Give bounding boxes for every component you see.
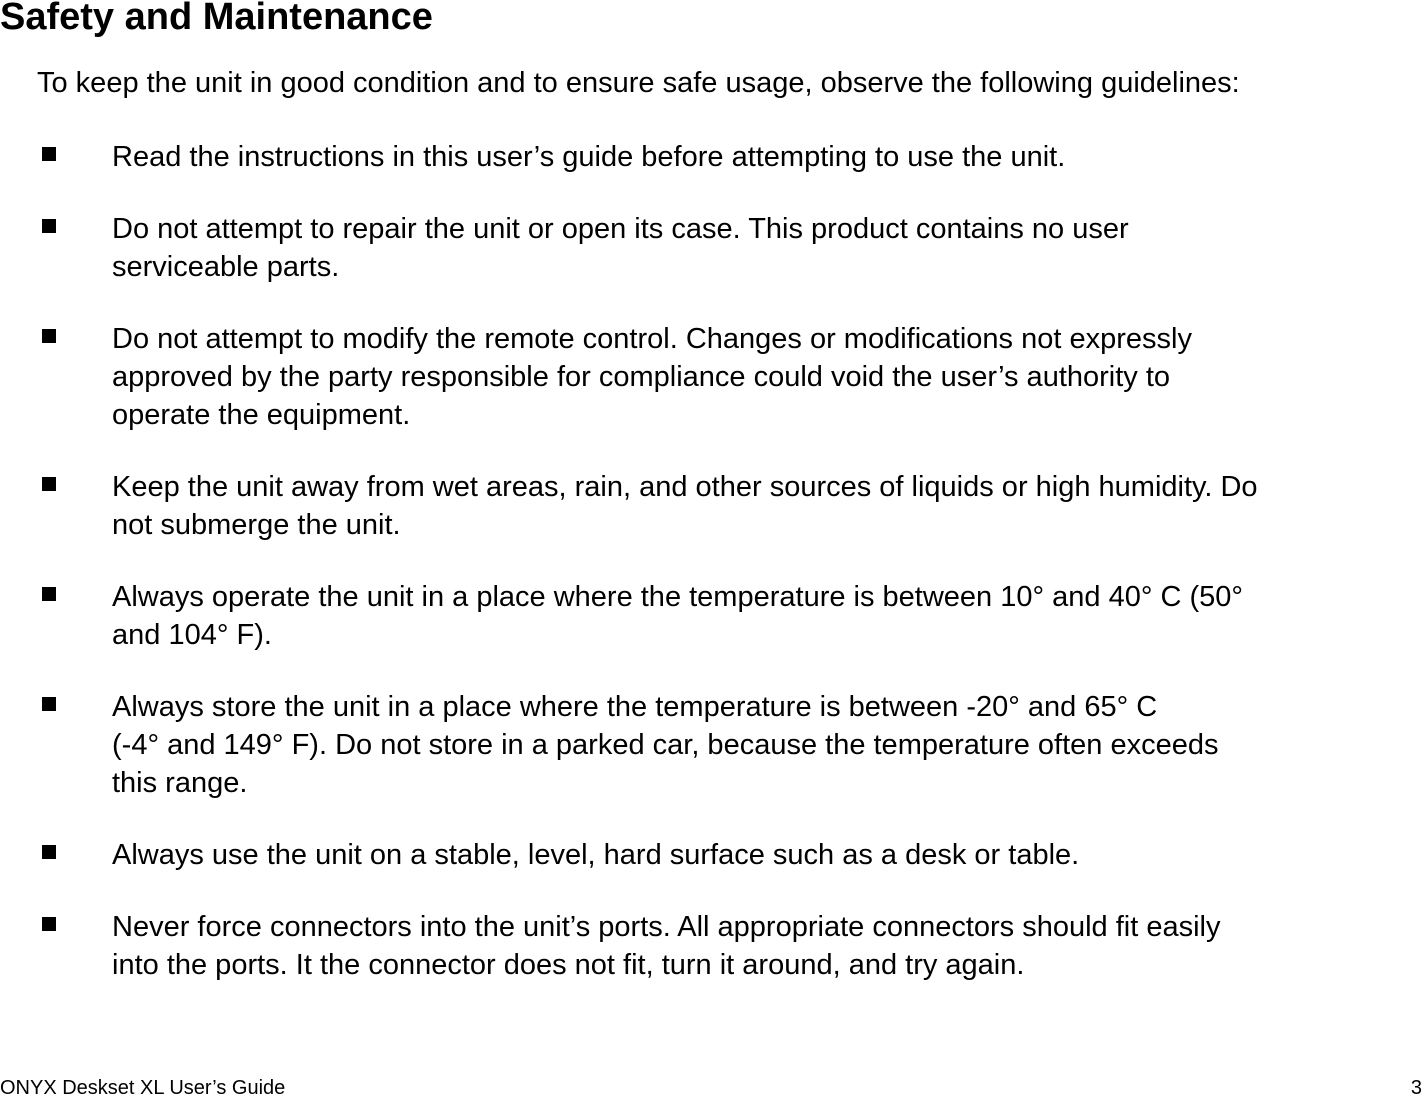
guideline-text: Always use the unit on a stable, level, hard surface such as a desk or table. (112, 839, 1080, 871)
guideline-text: Read the instructions in this user’s guide before attempting to use the unit. (112, 141, 1066, 173)
square-bullet-icon (42, 845, 56, 859)
square-bullet-icon (42, 477, 56, 491)
list-item (0, 908, 1428, 984)
guideline-text: Do not attempt to repair the unit or open its case. This product contains no user serviceable parts. (112, 213, 1129, 283)
square-bullet-icon (42, 147, 56, 161)
list-item (0, 320, 1428, 434)
list-item (0, 688, 1428, 802)
guideline-text: Always store the unit in a place where the temperature is between -20° and 65° C (-4° and 149° F). Do not store in a parked car, because the temperature often exceeds this range. (112, 691, 1219, 799)
square-bullet-icon (42, 587, 56, 601)
list-item (0, 836, 1428, 874)
list-item (0, 138, 1428, 176)
guideline-text: Always operate the unit in a place where the temperature is between 10° and 40° C (50° and 104° F). (112, 581, 1244, 651)
intro-paragraph: To keep the unit in good condition and to ensure safe usage, observe the following guidelines: (37, 67, 1240, 99)
list-item (0, 578, 1428, 654)
guideline-text: Keep the unit away from wet areas, rain, and other sources of liquids or high humidity. Do not submerge the unit. (112, 471, 1258, 541)
square-bullet-icon (42, 697, 56, 711)
page-title: Safety and Maintenance (0, 0, 433, 38)
square-bullet-icon (42, 917, 56, 931)
guidelines-list (0, 138, 1428, 1018)
square-bullet-icon (42, 219, 56, 233)
square-bullet-icon (42, 329, 56, 343)
footer-page-number: 3 (1410, 1077, 1422, 1099)
list-item (0, 468, 1428, 544)
footer-document-title: ONYX Deskset XL User’s Guide (0, 1077, 286, 1099)
guideline-text: Never force connectors into the unit’s ports. All appropriate connectors should fit easily into the ports. It the connector does not fit, turn it around, and try again. (112, 911, 1221, 981)
list-item (0, 210, 1428, 286)
guideline-text: Do not attempt to modify the remote control. Changes or modifications not expressly approved by the party responsible for compliance could void the user’s authority to operate the equipment. (112, 323, 1192, 431)
